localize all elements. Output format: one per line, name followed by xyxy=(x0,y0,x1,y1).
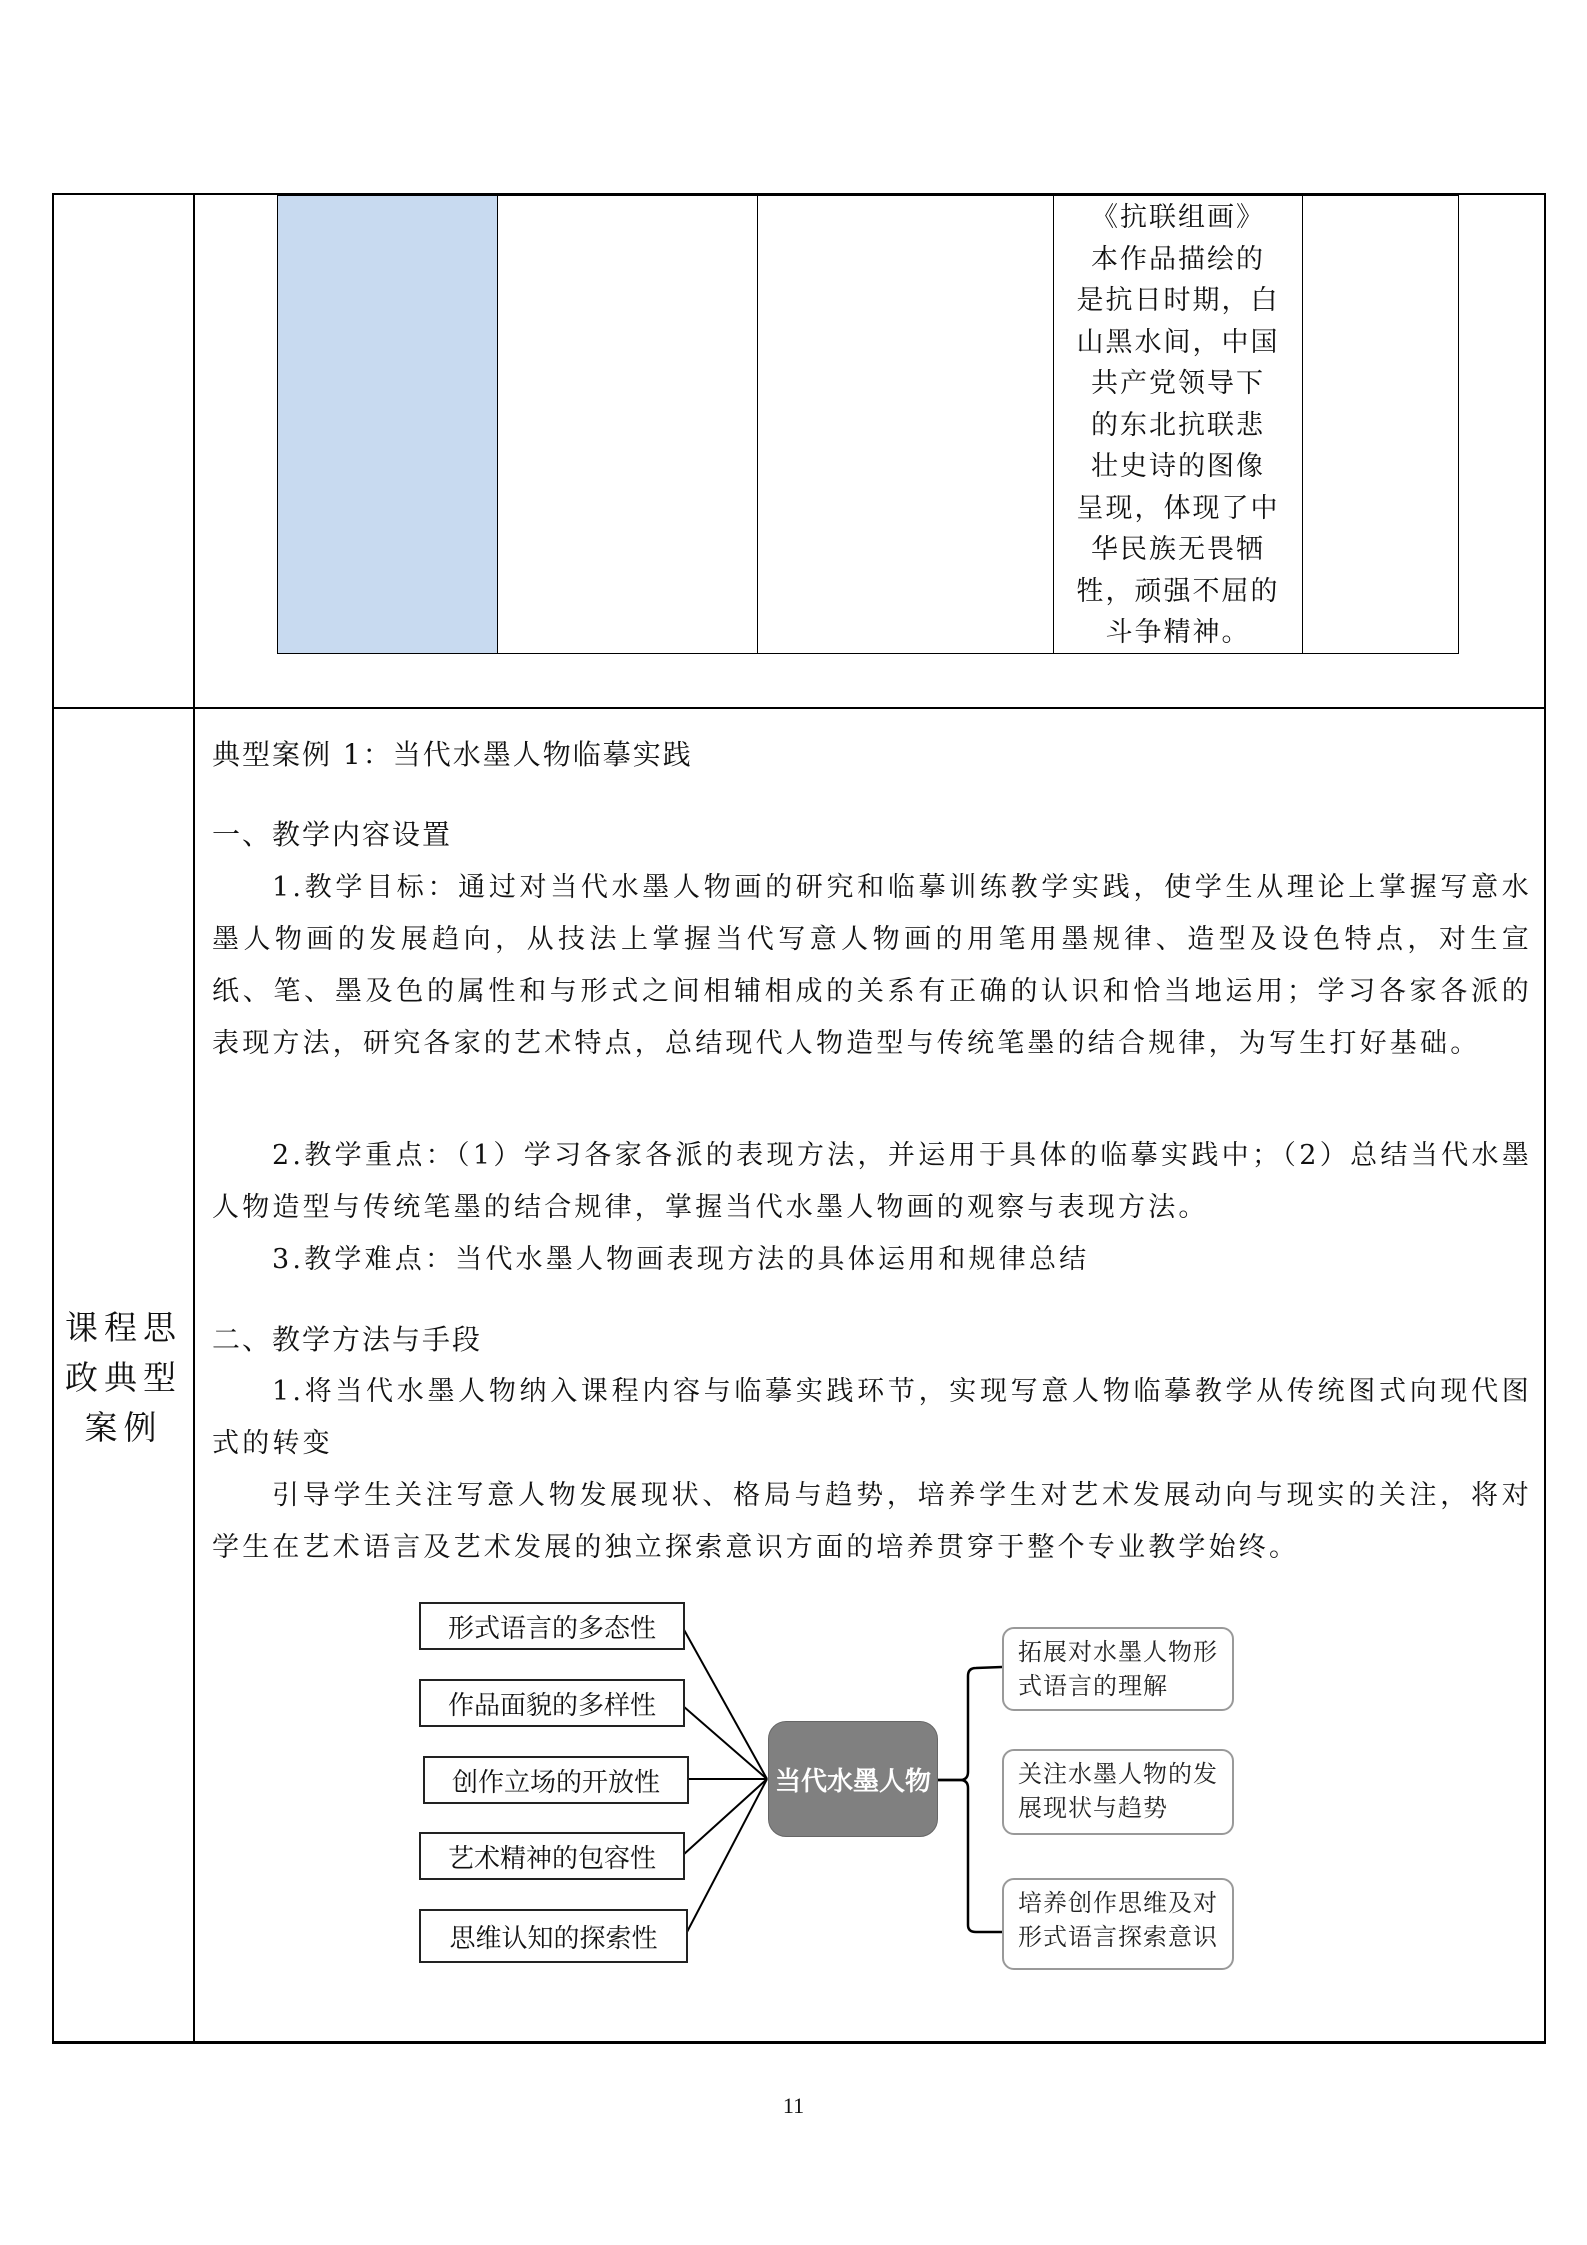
description-line: 的东北抗联悲 xyxy=(1091,409,1265,441)
description-line: 斗争精神。 xyxy=(1105,617,1251,648)
case-title: 典型案例 1：当代水墨人物临摹实践 xyxy=(212,738,693,771)
left-node: 创作立场的开放性 xyxy=(423,1756,689,1804)
description-line: 本作品描绘的 xyxy=(1091,243,1265,275)
paragraph-teaching-difficulty: 3.教学难点：当代水墨人物画表现方法的具体运用和规律总结 xyxy=(272,1244,1090,1275)
description-line: 是抗日时期，白 xyxy=(1076,285,1280,316)
row-label-line: 政典型 xyxy=(65,1358,182,1397)
section-heading: 二、教学方法与手段 xyxy=(212,1323,483,1356)
left-node: 形式语言的多态性 xyxy=(419,1602,685,1650)
page-number: 11 xyxy=(782,2093,805,2118)
paragraph-method: 引导学生关注写意人物发展现状、格局与趋势，培养学生对艺术发展动向与现实的关注，将对学生在艺术语言及艺术发展的独立探索意识方面的培养贯穿于整个专业教学始终。 xyxy=(212,1480,1532,1563)
section-heading: 一、教学内容设置 xyxy=(212,818,453,851)
left-node: 思维认知的探索性 xyxy=(419,1909,688,1963)
connector-line xyxy=(683,1779,767,1855)
left-node: 艺术精神的包容性 xyxy=(419,1832,685,1880)
description-line: 呈现，体现了中 xyxy=(1076,492,1280,524)
connector-bracket-top xyxy=(938,1667,1002,1780)
description-line: 牲，顽强不屈的 xyxy=(1076,575,1280,607)
description-line: 山黑水间，中国 xyxy=(1076,326,1280,358)
description-line: 华民族无畏牺 xyxy=(1091,534,1265,565)
connector-line xyxy=(687,1779,767,1932)
connector-line xyxy=(683,1706,767,1779)
left-node: 作品面貌的多样性 xyxy=(419,1679,685,1727)
paragraph-teaching-focus: 2.教学重点：（1）学习各家各派的表现方法，并运用于具体的临摹实践中；（2）总结当代水墨人物造型与传统笔墨的结合规律，掌握当代水墨人物画的观察与表现方法。 xyxy=(212,1140,1532,1223)
right-node: 培养创作思维及对形式语言探索意识 xyxy=(1002,1878,1234,1970)
description-line: 《抗联组画》 xyxy=(1091,202,1265,233)
row-label-line: 课程思 xyxy=(65,1308,182,1347)
paragraph-method: 1.将当代水墨人物纳入课程内容与临摹实践环节，实现写意人物临摹教学从传统图式向现代图式的转变 xyxy=(212,1376,1532,1459)
description-line: 壮史诗的图像 xyxy=(1091,451,1265,482)
right-node: 关注水墨人物的发展现状与趋势 xyxy=(1002,1749,1234,1835)
paragraph-teaching-goal: 1.教学目标：通过对当代水墨人物画的研究和临摹训练教学实践，使学生从理论上掌握写意水墨人物画的发展趋向，从技法上掌握当代写意人物画的用笔用墨规律、造型及设色特点，对生宣纸、笔、墨及色的属性和与形式之间相辅相成的关系有正确的认识和恰当地运用；学习各家各派的表现方法，研究各家的艺术特点，总结现代人物造型与传统笔墨的结合规律，为写生打好基础。 xyxy=(212,872,1532,1059)
right-node: 拓展对水墨人物形式语言的理解 xyxy=(1002,1627,1234,1711)
row-label-line: 案例 xyxy=(84,1408,163,1447)
connector-line xyxy=(683,1628,767,1779)
connector-bracket-bottom xyxy=(938,1780,1002,1932)
description-line: 共产党领导下 xyxy=(1091,368,1265,399)
center-node: 当代水墨人物 xyxy=(768,1721,938,1837)
